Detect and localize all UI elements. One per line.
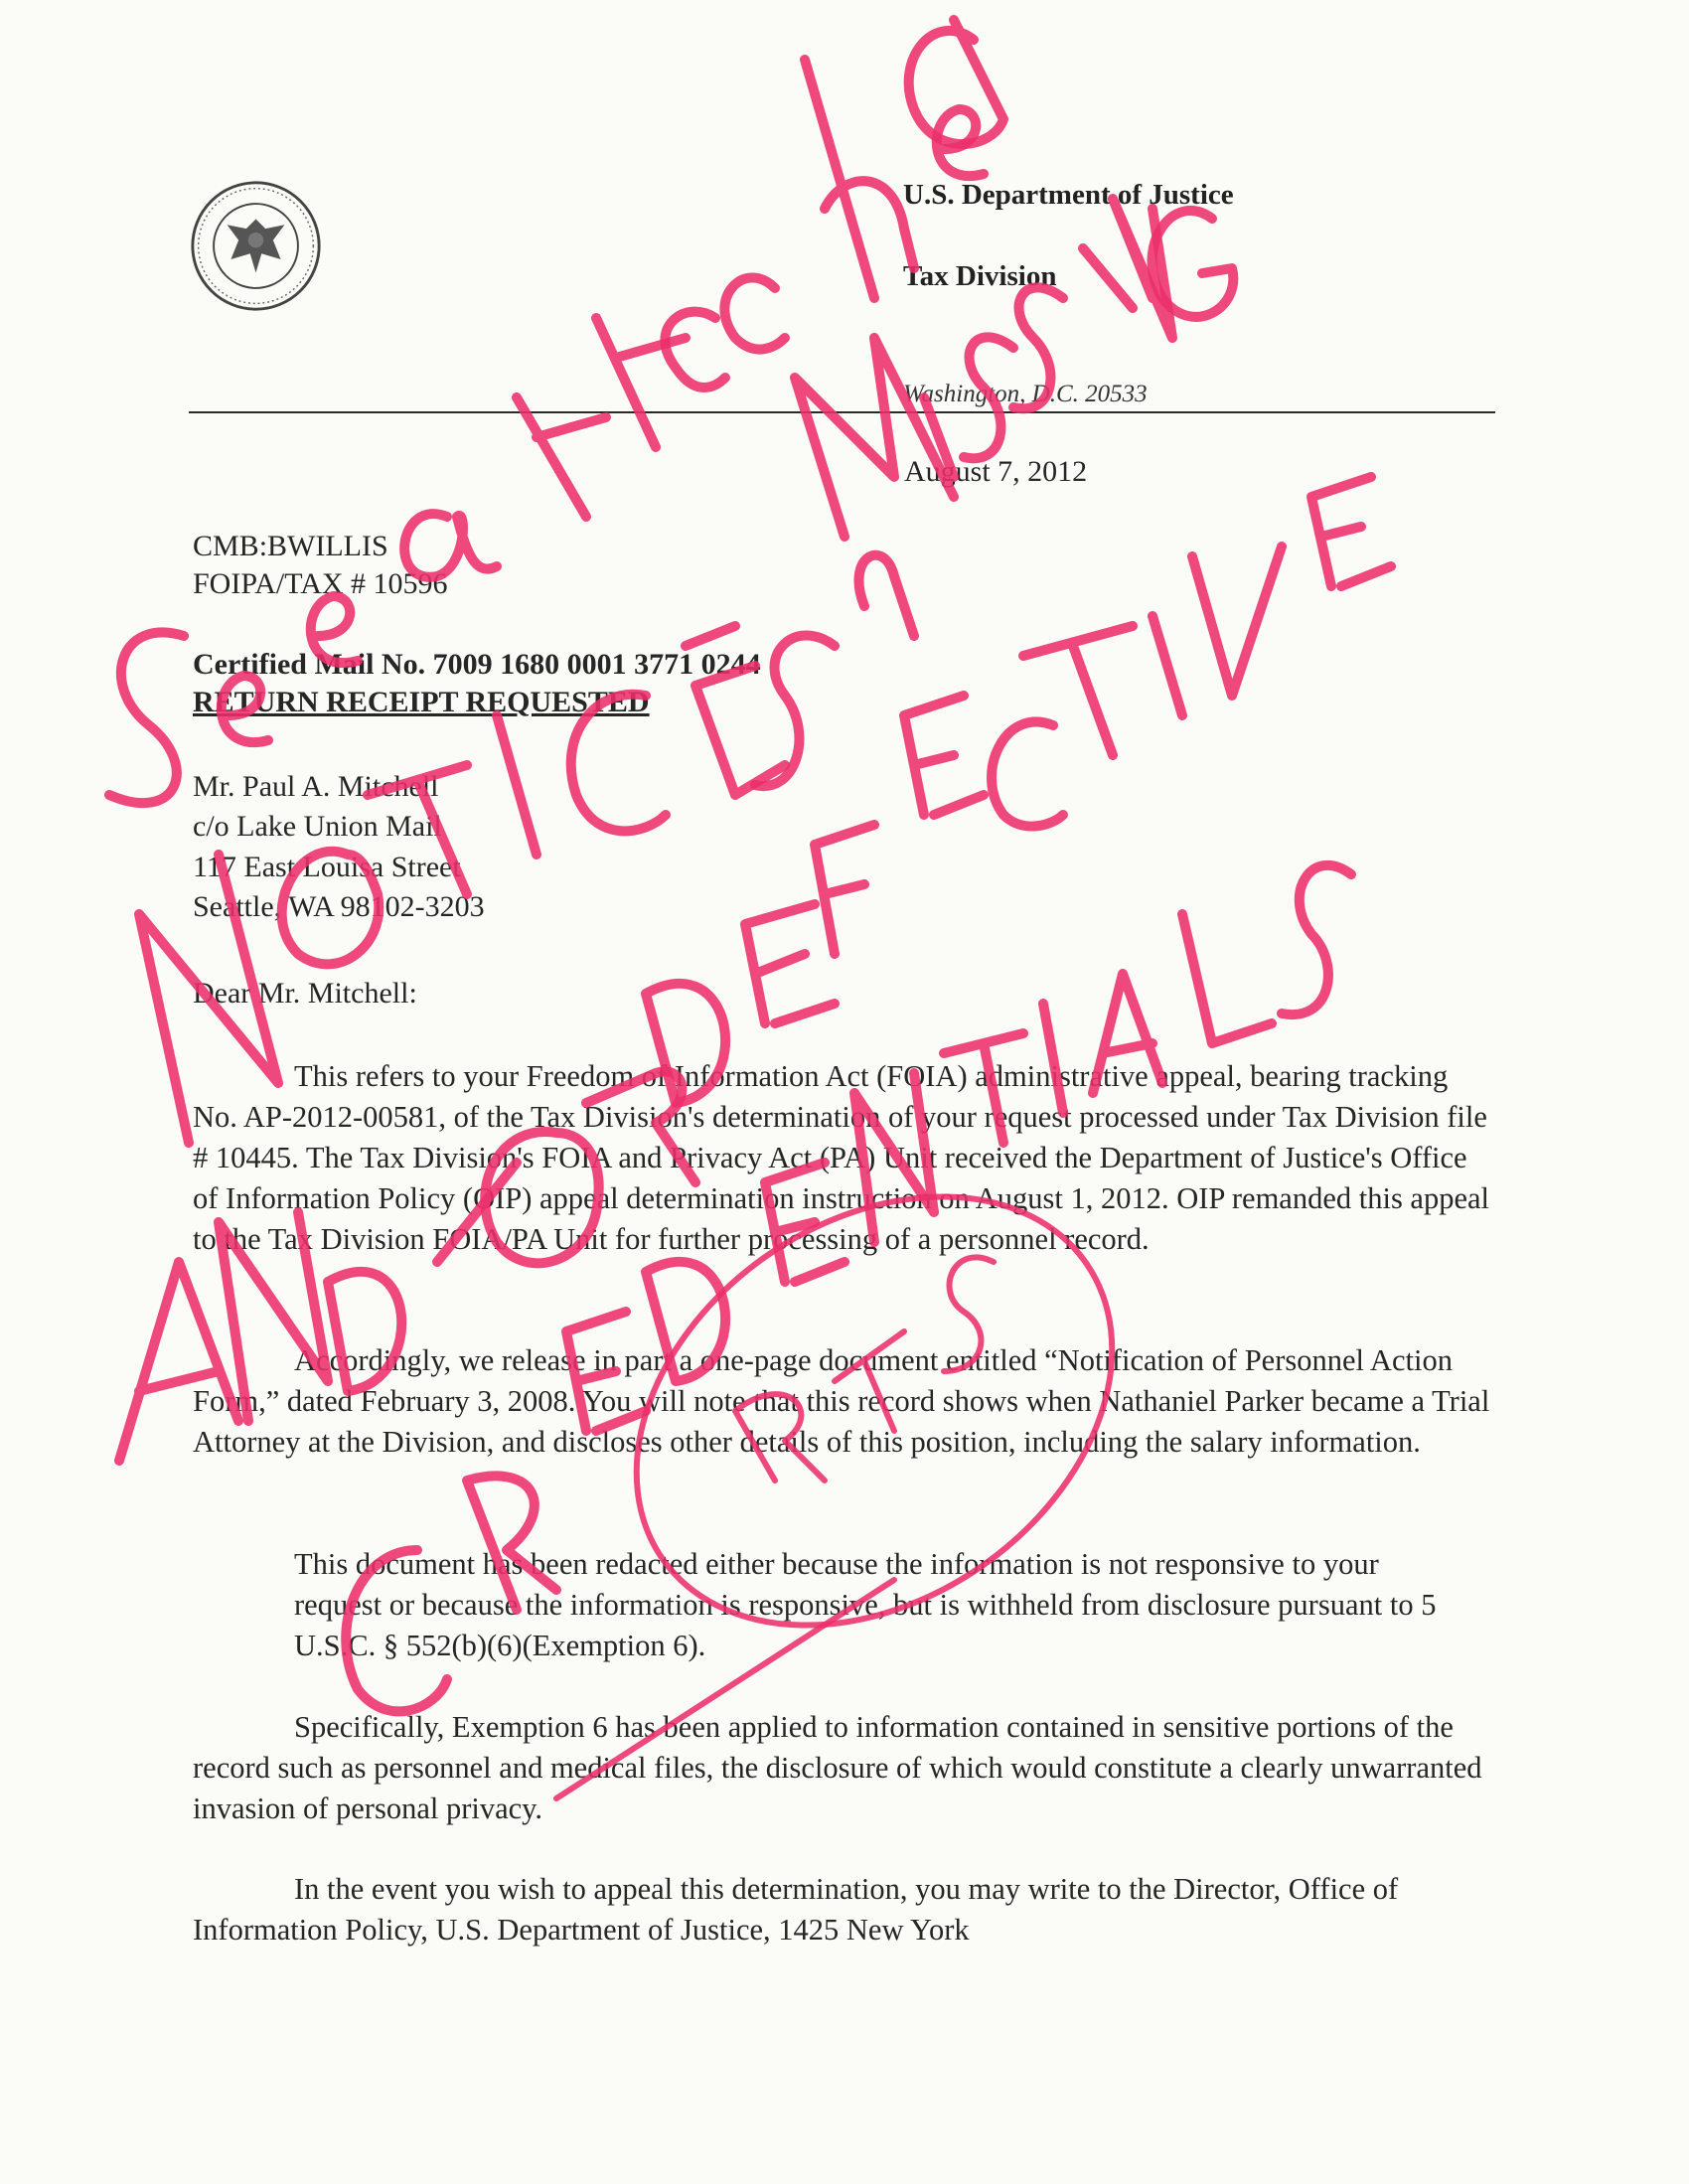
doj-seal-icon [189,179,323,313]
ref-foipa-number: FOIPA/TAX # 10596 [193,567,448,600]
letterhead-rule [189,411,1495,413]
salutation: Dear Mr. Mitchell: [193,977,417,1010]
body-paragraph-3: This document has been redacted either because the information is not responsive to your request or because the information is responsive, but is withheld from disclosure pursuant to 5 U.S.C. § 552(b)(6)(Exemption 6). [294,1547,1437,1662]
recipient-city: Seattle, WA 98102-3203 [193,890,485,923]
letter-date: August 7, 2012 [904,455,1088,488]
recipient-address-line2: c/o Lake Union Mail [193,810,442,843]
recipient-name: Mr. Paul A. Mitchell [193,770,439,803]
certified-mail-number: Certified Mail No. 7009 1680 0001 3771 0244 [193,648,761,681]
return-receipt-requested: RETURN RECEIPT REQUESTED [193,686,650,718]
letterhead-agency: U.S. Department of Justice [903,179,1234,211]
recipient-street: 117 East Louisa Street [193,851,461,883]
annotation-line-and-or-defective [119,477,1391,1461]
letterhead-location: Washington, D.C. 20533 [903,381,1148,407]
letterhead-division: Tax Division [903,260,1057,292]
ref-initials: CMB:BWILLIS [193,530,388,562]
body-paragraph-2: Accordingly, we release in part a one-page document entitled “Notification of Personnel Action Form,” dated February 3, 2008. You will note that this record shows when Nathaniel Parker became a Trial Attorney at the Division, and discloses other details of this position, including the salary information. [193,1343,1490,1459]
body-paragraph-4: Specifically, Exemption 6 has been applied to information contained in sensitive portions of the record such as personnel and medical files, the disclosure of which would constitute a clearly unwarranted invasion of personal privacy. [193,1710,1482,1825]
body-paragraph-1: This refers to your Freedom of Information Act (FOIA) administrative appeal, bearing tracking No. AP-2012-00581, of the Tax Division's determination of your request processed under Tax Division file # 10445. The Tax Division's FOIA and Privacy Act (PA) Unit received the Department of Justice's Office of Information Policy (OIP) appeal determination instruction on August 1, 2012. OIP remanded this appeal to the Tax Division FOIA/PA Unit for further processing of a personnel record. [193,1059,1490,1256]
body-paragraph-5: In the event you wish to appeal this determination, you may write to the Director, Office of Information Policy, U.S. Department of Justice, 1425 New York [193,1872,1399,1947]
